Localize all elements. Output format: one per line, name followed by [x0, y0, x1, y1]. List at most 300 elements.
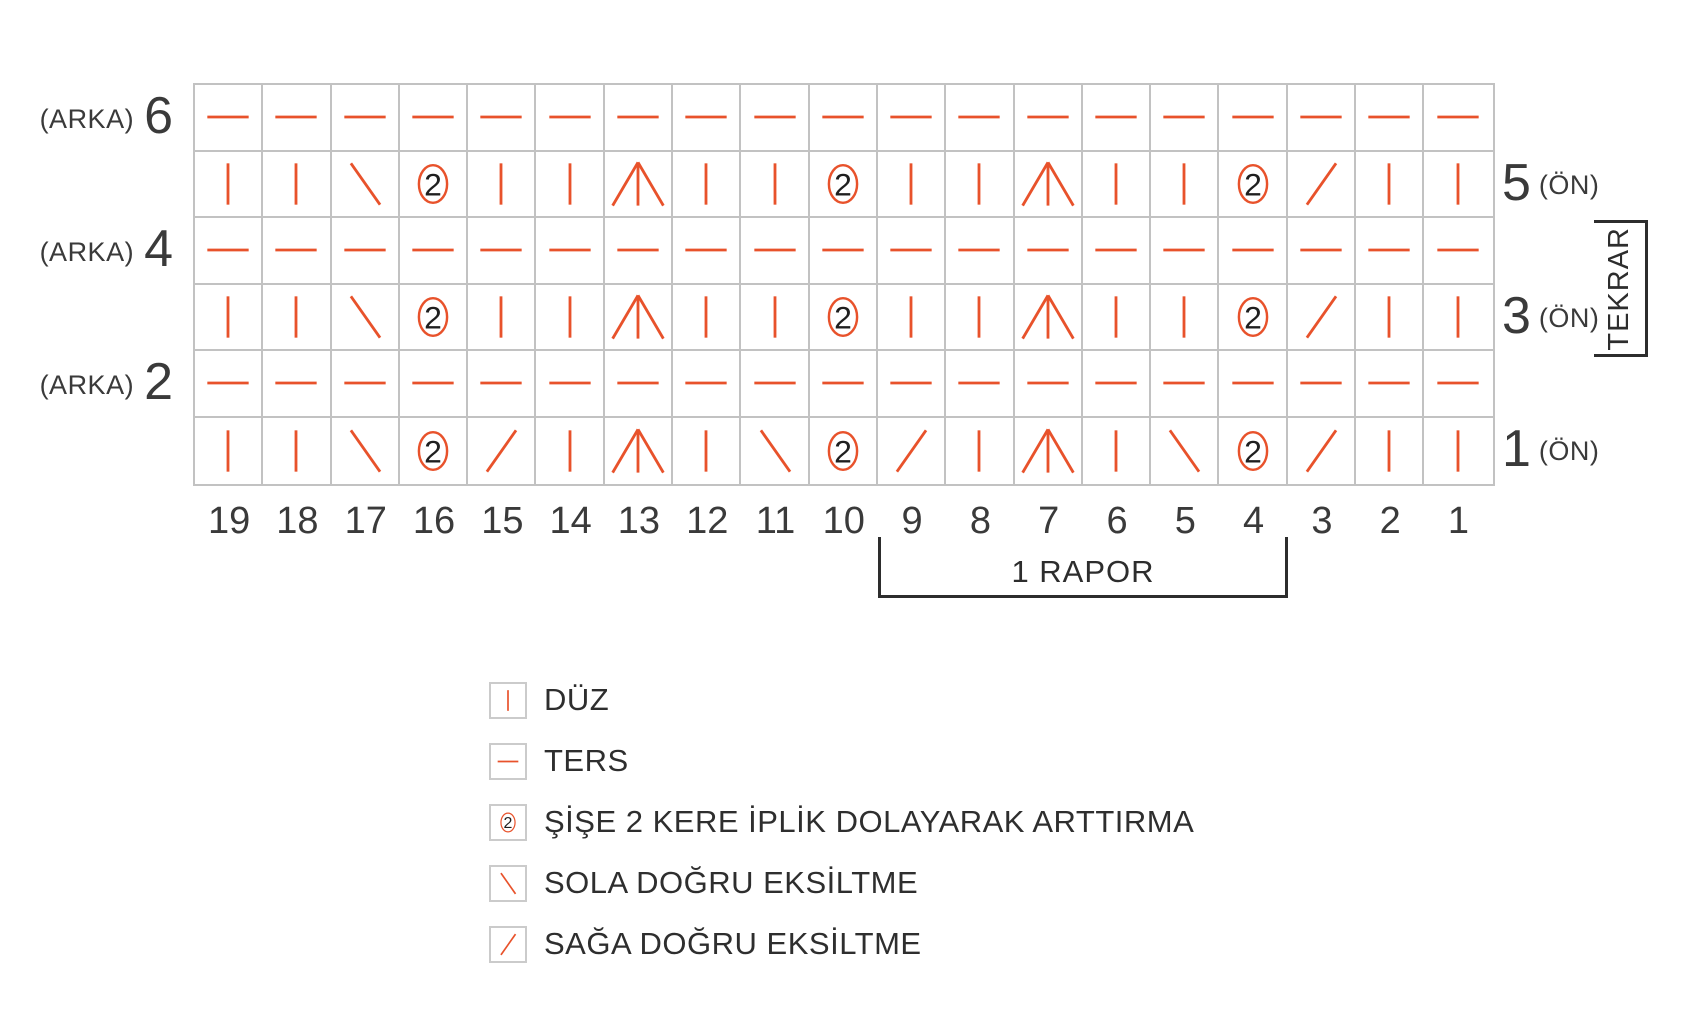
purl-symbol-icon [1289, 352, 1353, 414]
legend [489, 681, 1194, 986]
chart-cell [263, 218, 331, 285]
chart-cell [1151, 351, 1219, 418]
chart-cell [1424, 218, 1492, 285]
legend-label: TERS [544, 743, 629, 778]
purl-symbol-icon [606, 352, 670, 414]
purl-symbol-icon [743, 219, 807, 281]
purl-symbol-icon [333, 86, 397, 148]
purl-symbol-icon [1152, 352, 1216, 414]
knit-symbol-icon [469, 153, 533, 215]
purl-symbol-icon [538, 352, 602, 414]
svg-text:2: 2 [424, 433, 442, 470]
legend-label: DÜZ [544, 682, 610, 717]
knit-symbol-icon [1426, 286, 1490, 348]
knit-symbol-icon [264, 286, 328, 348]
chart-cell [263, 152, 331, 219]
chart-cell [1219, 285, 1287, 352]
column-number: 4 [1243, 500, 1265, 542]
chart-cell [810, 285, 878, 352]
purl-symbol-icon [264, 352, 328, 414]
chart-cell [1288, 85, 1356, 152]
row-label-back [0, 349, 173, 416]
purl-symbol-icon [1152, 86, 1216, 148]
column-number: 12 [686, 500, 729, 542]
dec-left-symbol-icon [333, 420, 397, 482]
purl-symbol-icon [333, 352, 397, 414]
chart-cell [1356, 285, 1424, 352]
purl-symbol-icon [196, 86, 260, 148]
knit-symbol-icon [196, 153, 260, 215]
dec-right-symbol-icon [1289, 286, 1353, 348]
column-number: 3 [1311, 500, 1333, 542]
dec-left-symbol-icon [333, 286, 397, 348]
purl-symbol-icon [401, 352, 465, 414]
purl-symbol-icon [1084, 86, 1148, 148]
chart-cell [946, 285, 1014, 352]
knit-symbol-icon [1357, 420, 1421, 482]
row-side-label: (ARKA) [39, 103, 135, 134]
chart-cell [1015, 152, 1083, 219]
row-number: 3 [1502, 286, 1531, 345]
purl-symbol-icon [606, 219, 670, 281]
chart-cell [195, 152, 263, 219]
purl-symbol-icon [196, 219, 260, 281]
column-number: 17 [344, 500, 387, 542]
chart-cell [468, 418, 536, 485]
dec-right-symbol-icon [492, 929, 524, 960]
chart-cell [1288, 285, 1356, 352]
legend-symbol-box [489, 804, 527, 841]
yo2-symbol-icon [811, 286, 875, 348]
legend-item [489, 864, 1194, 902]
legend-item [489, 803, 1194, 841]
purl-symbol-icon [1289, 86, 1353, 148]
purl-symbol-icon [469, 352, 533, 414]
purl-symbol-icon [1084, 352, 1148, 414]
chart-cell [400, 351, 468, 418]
chart-cell [741, 152, 809, 219]
yo2-symbol-icon [492, 807, 524, 838]
chart-cell [1424, 351, 1492, 418]
column-number: 15 [481, 500, 524, 542]
knit-symbol-icon [538, 420, 602, 482]
column-number: 5 [1174, 500, 1196, 542]
column-number: 11 [755, 500, 796, 542]
knit-symbol-icon [538, 286, 602, 348]
chart-grid [193, 83, 1495, 486]
chart-cell [1083, 152, 1151, 219]
chart-cell [332, 285, 400, 352]
chart-cell [673, 152, 741, 219]
chart-cell [741, 351, 809, 418]
column-number: 6 [1106, 500, 1128, 542]
purl-symbol-icon [401, 219, 465, 281]
dec-left-symbol-icon [743, 420, 807, 482]
chart-cell [741, 218, 809, 285]
legend-label: ŞİŞE 2 KERE İPLİK DOLAYARAK ARTTIRMA [544, 804, 1195, 839]
column-number: 2 [1379, 500, 1401, 542]
row-label-front [1502, 283, 1682, 350]
chart-cell [810, 418, 878, 485]
yo2-symbol-icon [811, 420, 875, 482]
chart-cell [605, 285, 673, 352]
purl-symbol-icon [1016, 219, 1080, 281]
svg-text:2: 2 [1243, 166, 1262, 203]
column-number: 16 [412, 500, 456, 542]
knit-symbol-icon [1152, 153, 1216, 215]
dec-right-symbol-icon [879, 420, 943, 482]
chart-cell [810, 85, 878, 152]
yo2-symbol-icon [1221, 286, 1285, 348]
purl-symbol-icon [538, 219, 602, 281]
chart-cell [1083, 85, 1151, 152]
chart-cell [1015, 351, 1083, 418]
purl-symbol-icon [674, 352, 738, 414]
chart-cell [673, 351, 741, 418]
purl-symbol-icon [879, 86, 943, 148]
chart-cell [741, 418, 809, 485]
knit-symbol-icon [538, 153, 602, 215]
legend-label: SOLA DOĞRU EKSİLTME [544, 865, 919, 900]
column-numbers [195, 500, 1493, 543]
chart-cell [468, 85, 536, 152]
chart-cell [332, 152, 400, 219]
chart-cell [878, 285, 946, 352]
row-number: 4 [144, 220, 173, 279]
purl-symbol-icon [196, 352, 260, 414]
chart-cell [1288, 418, 1356, 485]
chart-cell [468, 351, 536, 418]
purl-symbol-icon [1152, 219, 1216, 281]
knit-symbol-icon [1084, 286, 1148, 348]
purl-symbol-icon [1426, 352, 1490, 414]
dec-left-symbol-icon [492, 868, 524, 899]
chart-cell [946, 85, 1014, 152]
knit-symbol-icon [1357, 153, 1421, 215]
knit-symbol-icon [1084, 420, 1148, 482]
dec-left-symbol-icon [1152, 420, 1216, 482]
purl-symbol-icon [1221, 352, 1285, 414]
row-side-label: (ARKA) [39, 236, 135, 267]
row-number: 1 [1502, 419, 1531, 478]
chart-cell [1015, 218, 1083, 285]
svg-text:2: 2 [833, 299, 852, 336]
chart-cell [1424, 85, 1492, 152]
chart-cell [1219, 85, 1287, 152]
yo2-symbol-icon [401, 153, 465, 215]
row-side-label: (ÖN) [1538, 303, 1600, 334]
svg-text:2: 2 [424, 299, 442, 336]
chart-cell [1151, 418, 1219, 485]
purl-symbol-icon [811, 86, 875, 148]
chart-cell [1356, 85, 1424, 152]
legend-item [489, 925, 1194, 963]
knit-symbol-icon [1357, 286, 1421, 348]
chart-cell [1083, 351, 1151, 418]
column-number: 18 [276, 500, 319, 542]
purl-symbol-icon [947, 86, 1011, 148]
column-number: 14 [549, 500, 592, 542]
column-number: 19 [208, 500, 251, 542]
knit-symbol-icon [879, 286, 943, 348]
cdd-symbol-icon [606, 153, 670, 215]
knit-symbol-icon [492, 685, 524, 716]
purl-symbol-icon [1221, 219, 1285, 281]
knit-symbol-icon [947, 286, 1011, 348]
purl-symbol-icon [469, 219, 533, 281]
chart-cell [400, 218, 468, 285]
chart-cell [263, 418, 331, 485]
purl-symbol-icon [1221, 86, 1285, 148]
chart-cell [1083, 418, 1151, 485]
chart-cell [1356, 152, 1424, 219]
dec-right-symbol-icon [1289, 153, 1353, 215]
knit-symbol-icon [674, 153, 738, 215]
purl-symbol-icon [264, 86, 328, 148]
rapor-label: 1 RAPOR [1011, 554, 1155, 589]
row-side-label: (ÖN) [1538, 436, 1600, 467]
purl-symbol-icon [811, 219, 875, 281]
svg-text:2: 2 [833, 433, 852, 470]
cdd-symbol-icon [606, 420, 670, 482]
column-number: 7 [1038, 500, 1060, 542]
purl-symbol-icon [1016, 86, 1080, 148]
purl-symbol-icon [492, 746, 524, 777]
chart-cell [536, 285, 604, 352]
row-number: 5 [1502, 153, 1531, 212]
chart-cell [605, 418, 673, 485]
chart-cell [1288, 218, 1356, 285]
row-side-label: (ÖN) [1538, 170, 1600, 201]
chart-cell [400, 285, 468, 352]
row-side-label: (ARKA) [39, 369, 135, 400]
column-number: 8 [969, 500, 991, 542]
purl-symbol-icon [1357, 219, 1421, 281]
chart-cell [1356, 418, 1424, 485]
chart-cell [946, 351, 1014, 418]
purl-symbol-icon [743, 352, 807, 414]
purl-symbol-icon [1357, 86, 1421, 148]
chart-cell [1151, 152, 1219, 219]
purl-symbol-icon [469, 86, 533, 148]
legend-label: SAĞA DOĞRU EKSİLTME [544, 926, 922, 961]
chart-cell [1219, 152, 1287, 219]
column-number: 9 [901, 500, 923, 542]
dec-right-symbol-icon [1289, 420, 1353, 482]
chart-cell [878, 351, 946, 418]
chart-cell [332, 418, 400, 485]
column-number: 10 [822, 500, 865, 542]
dec-left-symbol-icon [333, 153, 397, 215]
chart-cell [263, 85, 331, 152]
purl-symbol-icon [879, 352, 943, 414]
chart-cell [946, 218, 1014, 285]
knit-symbol-icon [1426, 153, 1490, 215]
knit-symbol-icon [879, 153, 943, 215]
chart-cell [1356, 218, 1424, 285]
purl-symbol-icon [674, 86, 738, 148]
row-label-front [1502, 416, 1682, 483]
chart-cell [878, 418, 946, 485]
chart-cell [1083, 218, 1151, 285]
chart-cell [810, 351, 878, 418]
row-number: 6 [144, 87, 173, 146]
svg-text:2: 2 [503, 814, 513, 832]
chart-cell [878, 218, 946, 285]
purl-symbol-icon [606, 86, 670, 148]
svg-text:2: 2 [1243, 299, 1262, 336]
chart-cell [1288, 351, 1356, 418]
chart-cell [1015, 418, 1083, 485]
chart-cell [536, 351, 604, 418]
knit-symbol-icon [264, 420, 328, 482]
chart-cell [1015, 85, 1083, 152]
purl-symbol-icon [1426, 219, 1490, 281]
chart-cell [195, 85, 263, 152]
chart-cell [946, 418, 1014, 485]
chart-cell [468, 152, 536, 219]
chart-cell [673, 85, 741, 152]
yo2-symbol-icon [811, 153, 875, 215]
legend-item [489, 742, 1194, 780]
purl-symbol-icon [674, 219, 738, 281]
legend-symbol-box [489, 865, 527, 902]
knit-symbol-icon [196, 286, 260, 348]
chart-cell [195, 285, 263, 352]
purl-symbol-icon [1016, 352, 1080, 414]
purl-symbol-icon [879, 219, 943, 281]
knit-symbol-icon [1426, 420, 1490, 482]
chart-cell [536, 418, 604, 485]
chart-cell [741, 85, 809, 152]
legend-symbol-box [489, 926, 527, 963]
knit-symbol-icon [674, 286, 738, 348]
chart-cell [673, 218, 741, 285]
chart-cell [605, 152, 673, 219]
yo2-symbol-icon [401, 286, 465, 348]
chart-cell [605, 85, 673, 152]
legend-item [489, 681, 1194, 719]
purl-symbol-icon [1084, 219, 1148, 281]
knit-symbol-icon [1152, 286, 1216, 348]
knit-symbol-icon [1084, 153, 1148, 215]
row-label-front [1502, 150, 1682, 217]
chart-cell [1356, 351, 1424, 418]
purl-symbol-icon [1426, 86, 1490, 148]
chart-cell [195, 218, 263, 285]
yo2-symbol-icon [1221, 420, 1285, 482]
chart-cell [605, 351, 673, 418]
knit-symbol-icon [743, 153, 807, 215]
knit-symbol-icon [947, 153, 1011, 215]
chart-cell [946, 152, 1014, 219]
cdd-symbol-icon [606, 286, 670, 348]
purl-symbol-icon [947, 352, 1011, 414]
knit-symbol-icon [196, 420, 260, 482]
chart-cell [400, 152, 468, 219]
yo2-symbol-icon [401, 420, 465, 482]
chart-cell [195, 418, 263, 485]
chart-cell [1424, 418, 1492, 485]
tekrar-bracket [1594, 220, 1648, 357]
purl-symbol-icon [538, 86, 602, 148]
yo2-symbol-icon [1221, 153, 1285, 215]
cdd-symbol-icon [1016, 286, 1080, 348]
knit-symbol-icon [743, 286, 807, 348]
chart-cell [1219, 218, 1287, 285]
chart-cell [1151, 85, 1219, 152]
chart-cell [605, 218, 673, 285]
chart-cell [468, 218, 536, 285]
chart-cell [810, 152, 878, 219]
purl-symbol-icon [947, 219, 1011, 281]
row-label-back [0, 83, 173, 150]
cdd-symbol-icon [1016, 153, 1080, 215]
purl-symbol-icon [1357, 352, 1421, 414]
chart-cell [468, 285, 536, 352]
purl-symbol-icon [811, 352, 875, 414]
purl-symbol-icon [1289, 219, 1353, 281]
chart-cell [1219, 351, 1287, 418]
knit-symbol-icon [469, 286, 533, 348]
chart-cell [536, 152, 604, 219]
purl-symbol-icon [743, 86, 807, 148]
chart-cell [673, 418, 741, 485]
chart-cell [263, 351, 331, 418]
chart-cell [1151, 218, 1219, 285]
chart-cell [1424, 152, 1492, 219]
knit-symbol-icon [264, 153, 328, 215]
column-number: 1 [1447, 500, 1470, 542]
tekrar-label: TEKRAR [1603, 226, 1635, 351]
chart-cell [332, 85, 400, 152]
chart-cell [673, 285, 741, 352]
row-label-back [0, 216, 173, 283]
chart-cell [536, 218, 604, 285]
chart-cell [1151, 285, 1219, 352]
row-number: 2 [144, 353, 173, 412]
chart-cell [195, 351, 263, 418]
chart-cell [1083, 285, 1151, 352]
column-number: 13 [617, 500, 661, 542]
chart-cell [536, 85, 604, 152]
chart-cell [1219, 418, 1287, 485]
purl-symbol-icon [264, 219, 328, 281]
purl-symbol-icon [333, 219, 397, 281]
rapor-bracket [878, 537, 1288, 598]
chart-cell [810, 218, 878, 285]
chart-cell [878, 85, 946, 152]
chart-cell [400, 418, 468, 485]
knit-symbol-icon [674, 420, 738, 482]
cdd-symbol-icon [1016, 420, 1080, 482]
chart-cell [1424, 285, 1492, 352]
svg-text:2: 2 [833, 166, 852, 203]
legend-symbol-box [489, 743, 527, 780]
chart-cell [878, 152, 946, 219]
chart-cell [400, 85, 468, 152]
legend-symbol-box [489, 682, 527, 719]
chart-cell [263, 285, 331, 352]
purl-symbol-icon [401, 86, 465, 148]
knit-symbol-icon [947, 420, 1011, 482]
svg-text:2: 2 [424, 166, 442, 203]
svg-text:2: 2 [1243, 433, 1262, 470]
chart-cell [1288, 152, 1356, 219]
dec-right-symbol-icon [469, 420, 533, 482]
chart-cell [1015, 285, 1083, 352]
chart-cell [332, 218, 400, 285]
